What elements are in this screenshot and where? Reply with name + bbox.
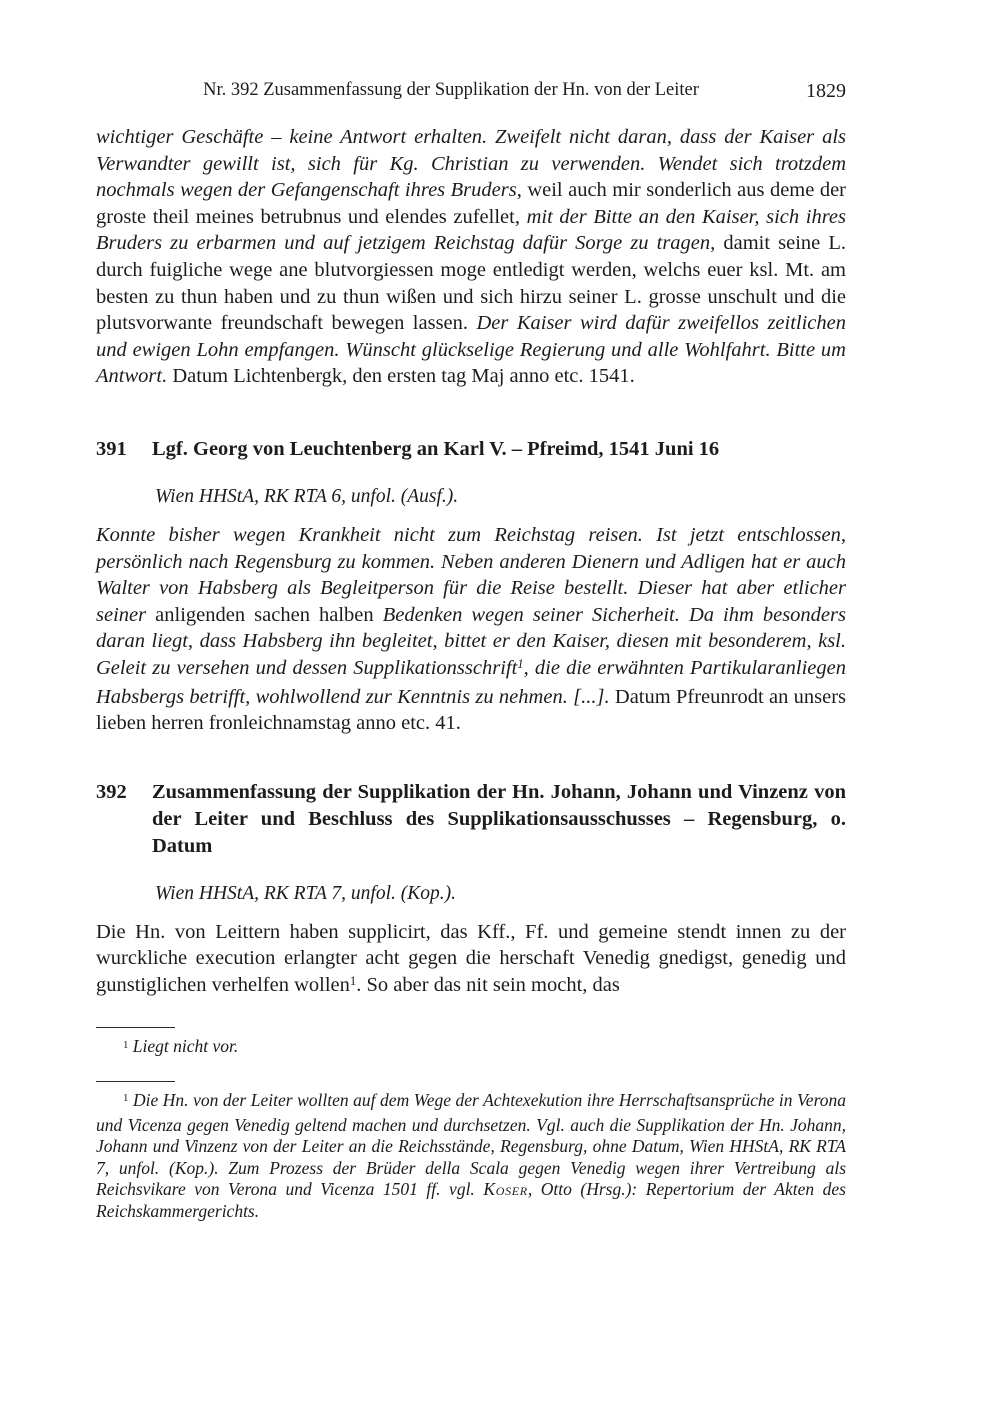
archival-source-line: Wien HHStA, RK RTA 7, unfol. (Kop.). [155,882,456,904]
entry-391 [96,436,846,737]
text-run: , Otto (Hrsg.): Repertorium der Akten des Reichskammergerichts. [96,1179,846,1222]
footnote-block [96,1081,846,1223]
text-run: . So aber das nit sein mocht, das [356,973,620,996]
text-run: , weil auch mir sonderlich aus deme der groste theil meines betrubnus und elendes zufellet, [96,179,847,228]
running-header [96,80,846,106]
text-run: Datum Lichtenbergk, den ersten tag Maj anno etc. 1541. [172,365,635,388]
footnotes-area [96,1027,846,1222]
text-run: Bedenken wegen seiner Sicherheit. Da ihm besonders daran liegt, dass Habsberg ihn begleitet, bittet er den Kaiser, diesen mit besonderem, ksl. Geleit zu versehen und dessen Supplikationsschrift [96,603,846,679]
entry-392-heading [96,779,846,860]
entry-summary [96,522,846,737]
text-run: 1 [349,974,357,989]
running-title: Nr. 392 Zusammenfassung der Supplikation der Hn. von der Leiter [203,80,699,100]
text-run: , damit seine L. durch fuigliche wege ane blutvorgiessen moge entledigt werden, welchs euer ksl. Mt. am besten zu thun haben und zu thun wißen und sich hirzu seiner L. grosse unschult und die plutsvorwante freundschaft bewegen lassen. [96,232,846,335]
text-run: , die die erwähnten Partikularanliegen Habsbergs betrifft, wohlwollend zur Kenntnis zu nehmen. [...]. [96,656,846,708]
text-run: Datum Pfreunrodt an unsers lieben herren fronleichnamstag anno etc. 41. [96,685,847,735]
text-run: Der Kaiser wird dafür zweifellos zeitlichen und ewigen Lohn empfangen. Wünscht glückselige Regierung und alle Wohlfahrt. Bitte um Antwort. [96,312,847,388]
text-run: Die Hn. von der Leiter wollten auf dem Wege der Achtexekution ihre Herrschaftsansprüche in Verona und Vicenza gegen Venedig geltend machen und durchsetzen. Vgl. auch die Supplikation der Hn. Johann, Johann und Vinzenz von der Leiter an die Reichsstände, Regensburg, ohne Datum, Wien HHStA, RK RTA 7, unfol. (Kop.). Zum Prozess der Brüder della Scala gegen Venedig wegen ihrer Vertreibung als Reichsvikare von Verona und Vicenza 1501 ff. vgl. [96,1090,846,1200]
text-run: Konnte bisher wegen Krankheit nicht zum Reichstag reisen. Ist jetzt entschlossen, persönlich nach Regensburg zu kommen. Neben anderen Dienern und Adligen hat er auch Walter von Habsberg als Begleitperson für die Reise bestellt. Dieser hat aber etlicher seiner [96,523,846,626]
entry-391-heading [96,436,846,463]
footnote-separator-rule [96,1081,175,1082]
text-run: wichtiger Geschäfte – keine Antwort erhalten. Zweifelt nicht daran, dass der Kaiser als Verwandter gewillt ist, sich für Kg. Christian zu verwenden. Wendet sich trotzdem nochmals wegen der Gefangenschaft ihres Bruders [96,126,846,202]
entry-title: Zusammenfassung der Supplikation der Hn. Johann, Johann und Vinzenz von der Leiter und Beschluss des Supplikationsausschusses – Regensburg, o. Datum [152,780,846,857]
footnote [96,1036,846,1061]
entry-number: 391 [96,437,127,460]
text-run: 1 [517,657,524,672]
footnote [96,1090,846,1223]
text-run: Die Hn. von Leittern haben supplicirt, das Kff., Ff. und gemeine stendt innen zu der wurckliche execution erlangter acht gegen die herschaft Venedig gnedigst, genedig und gunstiglichen verhelfen wollen [96,920,846,996]
entry-number: 392 [96,780,127,803]
text-run: anligenden sachen halben [155,603,383,626]
text-run: 1 [123,1092,129,1105]
entry-392 [96,779,846,1001]
archival-source-line: Wien HHStA, RK RTA 6, unfol. (Ausf.). [155,485,459,507]
text-run: Liegt nicht vor. [128,1036,239,1057]
entry-title: Lgf. Georg von Leuchtenberg an Karl V. – Pfreimd, 1541 Juni 16 [152,437,720,460]
page-number: 1829 [806,80,846,102]
entry-summary [96,919,846,1001]
text-run: mit der Bitte an den Kaiser, sich ihres Bruders zu erbarmen und auf jetzigem Reichstag dafür Sorge zu tragen [96,205,846,255]
footnote-separator-rule [96,1027,175,1028]
text-run: 1 [123,1038,129,1051]
paragraph-continuation [96,124,846,390]
footnote-block [96,1027,846,1061]
text-run: Koser [483,1179,528,1200]
